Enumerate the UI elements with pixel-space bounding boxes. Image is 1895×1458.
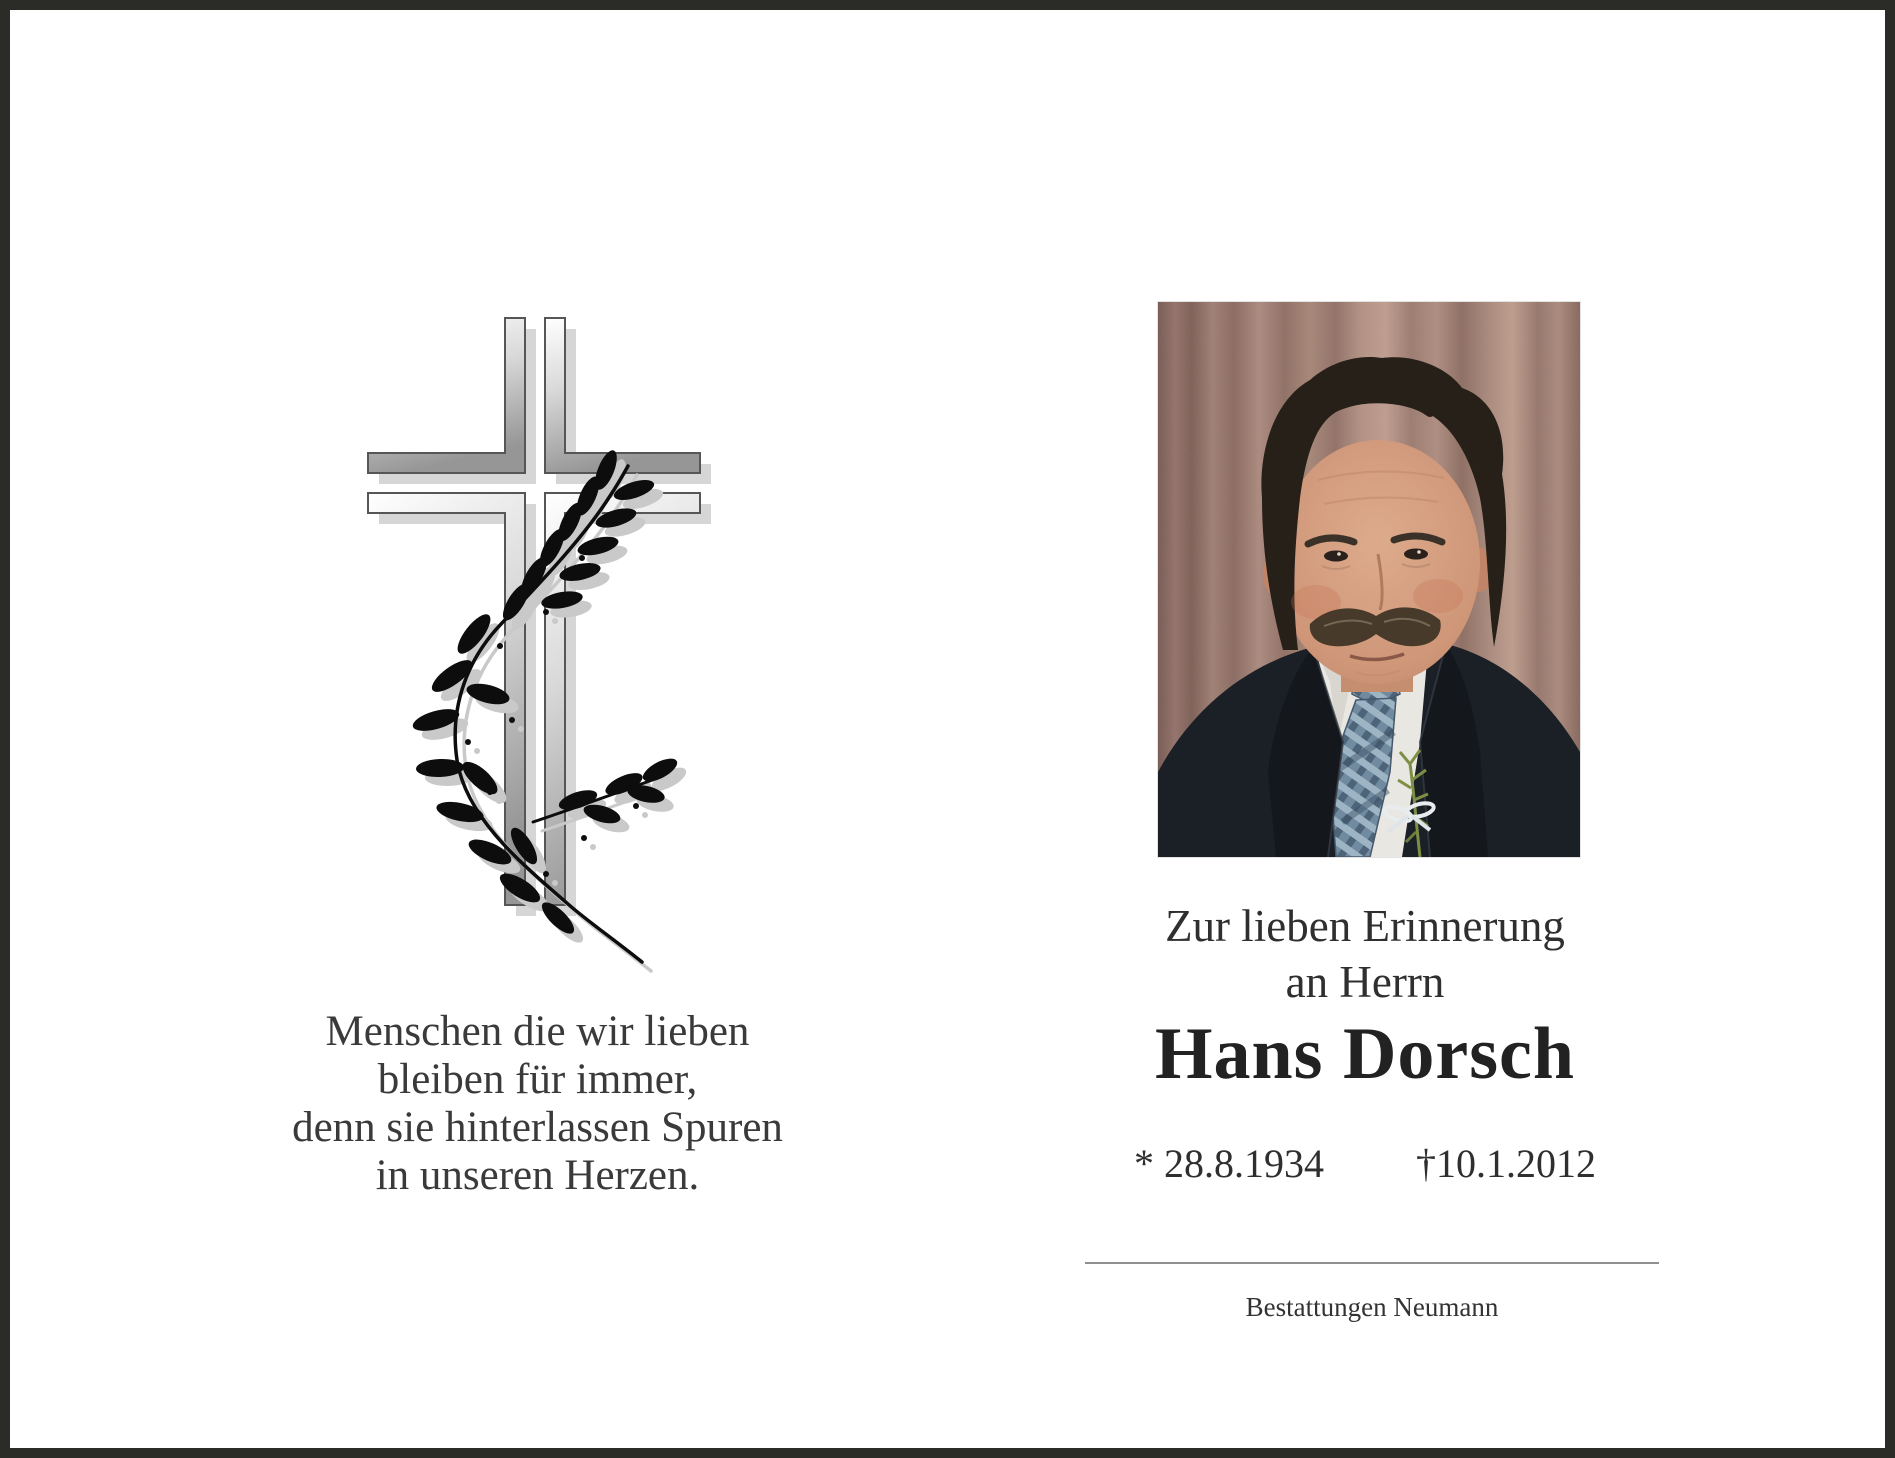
birth-date: * 28.8.1934 — [1134, 1141, 1324, 1186]
poem-line: denn sie hinterlassen Spuren — [292, 1104, 783, 1151]
deceased-name: Hans Dorsch — [1154, 1013, 1576, 1095]
memorial-cross-graphic — [340, 300, 740, 980]
cross-icon — [368, 318, 711, 916]
poem-line: bleiben für immer, — [377, 1056, 698, 1103]
portrait-photo — [1158, 302, 1580, 857]
death-date: †10.1.2012 — [1416, 1141, 1596, 1186]
poem — [205, 1008, 870, 1200]
memorial-intro — [1065, 898, 1665, 1010]
memorial-intro-line1: Zur lieben Erinnerung — [1165, 901, 1565, 951]
poem-line: in unseren Herzen. — [375, 1152, 700, 1199]
life-dates — [1065, 1140, 1665, 1187]
footer-divider — [1085, 1262, 1659, 1264]
undertaker-name: Bestattungen Neumann — [1245, 1292, 1499, 1322]
poem-line: Menschen die wir lieben — [325, 1008, 750, 1055]
memorial-intro-line2: an Herrn — [1285, 957, 1445, 1007]
